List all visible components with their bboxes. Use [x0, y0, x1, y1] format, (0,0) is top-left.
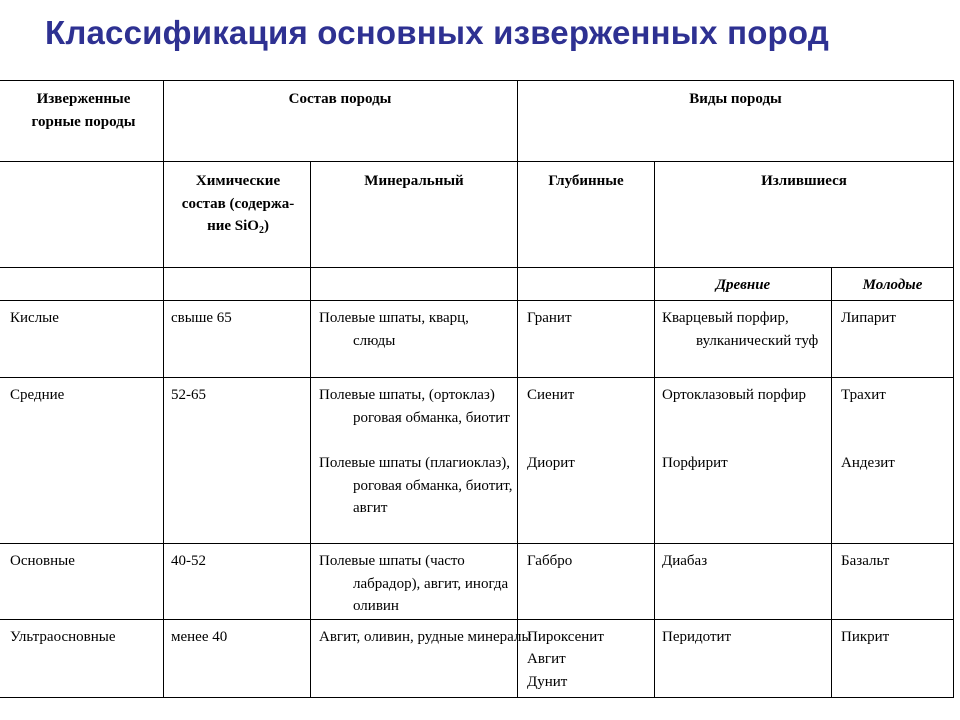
row-deep-ultrabasic-3: Дунит [527, 674, 568, 690]
header-chemical-composition [174, 170, 302, 238]
table-divider [654, 161, 655, 698]
row-young-intermediate-1: Трахит [841, 387, 886, 403]
table-divider [163, 80, 164, 698]
table-rule [0, 300, 954, 301]
table-divider [310, 161, 311, 698]
table-border-top [0, 80, 954, 81]
row-name-basic: Основные [10, 553, 75, 569]
row-mineral-ultrabasic: Авгит, оливин, рудные минералы [319, 629, 532, 645]
header-deep: Глубинные [548, 173, 624, 189]
row-young-ultrabasic: Пикрит [841, 629, 890, 645]
header-composition: Состав породы [288, 91, 392, 107]
header-mineral: Минеральный [364, 173, 464, 189]
header-chemical-text: Химические состав (содержа-ние SiO [181, 173, 295, 234]
row-sio2-ultrabasic: менее 40 [171, 629, 228, 645]
row-deep-basic: Габбро [527, 553, 573, 569]
table-border-right [953, 80, 954, 698]
row-name-intermediate: Средние [10, 387, 65, 403]
table-rule [0, 161, 954, 162]
row-name-ultrabasic: Ультраосновные [10, 629, 116, 645]
table-border-bottom [0, 697, 954, 698]
row-ancient-ultrabasic: Перидотит [662, 629, 732, 645]
table-rule [0, 267, 954, 268]
header-effusive: Излившиеся [761, 173, 847, 189]
row-sio2-acidic: свыше 65 [171, 310, 232, 326]
header-rock-types: Виды породы [689, 91, 782, 107]
row-deep-ultrabasic-2: Авгит [527, 651, 566, 667]
row-ancient-basic: Диабаз [662, 553, 708, 569]
page-title: Классификация основных изверженных пород [45, 14, 829, 51]
table-rule [0, 543, 954, 544]
row-mineral-intermediate-2: Полевые шпаты (плагиоклаз), роговая обманка, биотит, авгит [319, 455, 513, 516]
header-ancient: Древние [715, 277, 771, 293]
table-rule [0, 377, 954, 378]
table-rule [0, 619, 954, 620]
header-igneous-rocks: Изверженные горные породы [31, 91, 136, 130]
header-young: Молодые [862, 277, 923, 293]
row-mineral-intermediate-1: Полевые шпаты, (ортоклаз) роговая обманка, биотит [319, 387, 510, 426]
header-chemical-close: ) [263, 218, 269, 234]
row-sio2-intermediate: 52-65 [171, 387, 206, 403]
row-deep-intermediate-1: Сиенит [527, 387, 575, 403]
row-young-basic: Базальт [841, 553, 890, 569]
table-divider [831, 267, 832, 698]
row-ancient-intermediate-2: Порфирит [662, 455, 728, 471]
row-deep-acidic: Гранит [527, 310, 572, 326]
row-deep-ultrabasic-1: Пироксенит [527, 629, 604, 645]
row-young-acidic: Липарит [841, 310, 896, 326]
row-mineral-acidic: Полевые шпаты, кварц, слюды [319, 310, 469, 349]
row-deep-intermediate-2: Диорит [527, 455, 575, 471]
row-ancient-acidic: Кварцевый порфир, вулканический туф [662, 310, 819, 349]
row-mineral-basic: Полевые шпаты (часто лабрадор), авгит, иногда оливин [319, 553, 509, 614]
row-young-intermediate-2: Андезит [841, 455, 895, 471]
header-chemical-subscript: 2 [258, 225, 264, 236]
row-ancient-intermediate-1: Ортоклазовый порфир [662, 387, 806, 403]
row-sio2-basic: 40-52 [171, 553, 206, 569]
row-name-acidic: Кислые [10, 310, 59, 326]
